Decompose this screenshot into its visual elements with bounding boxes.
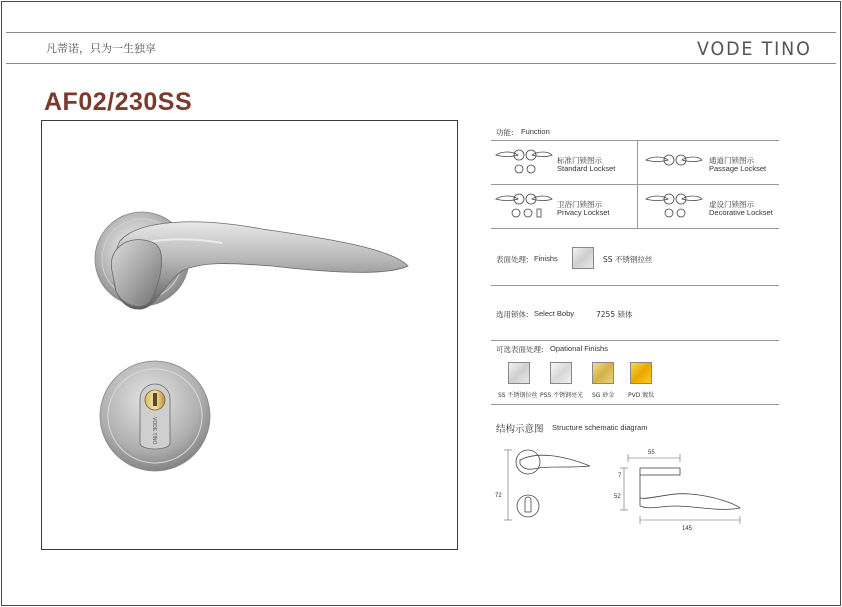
dim-72: 72 <box>495 493 502 499</box>
standard-lockset-cn: 标准门锁图示 <box>557 156 602 165</box>
optional-swatch-ss <box>508 362 530 384</box>
dim-55: 55 <box>648 450 655 456</box>
finish-swatch <box>572 247 594 269</box>
brand-slogan: 凡蒂诺，只为一生独享 <box>46 42 156 55</box>
function-top-rule <box>491 140 779 141</box>
standard-lockset-en: Standard Lockset <box>557 164 616 173</box>
function-divider <box>637 140 638 228</box>
header-top-rule <box>6 32 836 33</box>
cylinder-brand-text: VODE TINO <box>151 417 157 445</box>
product-model-title: AF02/230SS <box>44 88 193 116</box>
finish-label-en: Finishs <box>534 254 558 263</box>
optional-swatch-pss <box>550 362 572 384</box>
finish-value: SS 不锈钢拉丝 <box>603 255 653 264</box>
function-label-en: Function <box>521 127 550 136</box>
body-value: 7255 锁体 <box>596 310 633 319</box>
body-rule <box>491 340 779 341</box>
finish-rule <box>491 285 779 286</box>
dim-145: 145 <box>682 526 693 532</box>
optional-label-cn: 可选表面处理: <box>496 345 544 354</box>
door-handle-illustration <box>42 121 459 551</box>
function-label-cn: 功能: <box>496 128 514 137</box>
dim-7: 7 <box>618 473 622 479</box>
passage-lockset-icon <box>644 150 704 170</box>
optional-label-en: Opational Finishs <box>550 344 608 353</box>
optional-rule <box>491 404 779 405</box>
optional-swatch-pvd <box>630 362 652 384</box>
dim-52: 52 <box>614 494 621 500</box>
decorative-lockset-en: Decorative Lockset <box>709 208 773 217</box>
function-bottom-rule <box>491 228 779 229</box>
finish-label-cn: 表面处理: <box>496 255 529 264</box>
passage-lockset-cn: 通道门锁图示 <box>709 156 754 165</box>
body-label-cn: 选用锁体: <box>496 310 529 319</box>
header-bottom-rule <box>6 63 836 64</box>
body-label-en: Select Boby <box>534 309 575 318</box>
privacy-lockset-icon <box>494 189 554 223</box>
structure-title-en: Structure schematic diagram <box>552 423 648 432</box>
optional-label-sg: SG 砂金 <box>592 392 615 399</box>
decorative-lockset-icon <box>644 189 704 223</box>
passage-lockset-en: Passage Lockset <box>709 164 767 173</box>
privacy-lockset-cn: 卫浴门锁图示 <box>557 200 602 209</box>
brand-logo: VODE TINO <box>697 38 812 60</box>
optional-label-ss: SS 不锈钢拉丝 <box>498 392 538 399</box>
decorative-lockset-cn: 虚设门锁图示 <box>709 200 754 209</box>
product-photo <box>41 120 458 550</box>
optional-label-pvd: PVD 镀钛 <box>628 392 655 399</box>
optional-swatch-sg <box>592 362 614 384</box>
structure-title-cn: 结构示意图 <box>496 424 544 435</box>
optional-label-pss: PSS 不锈钢亮光 <box>540 392 584 399</box>
standard-lockset-icon <box>494 145 554 179</box>
privacy-lockset-en: Privacy Lockset <box>557 208 610 217</box>
structure-diagram <box>490 440 780 535</box>
function-mid-rule <box>491 184 779 185</box>
